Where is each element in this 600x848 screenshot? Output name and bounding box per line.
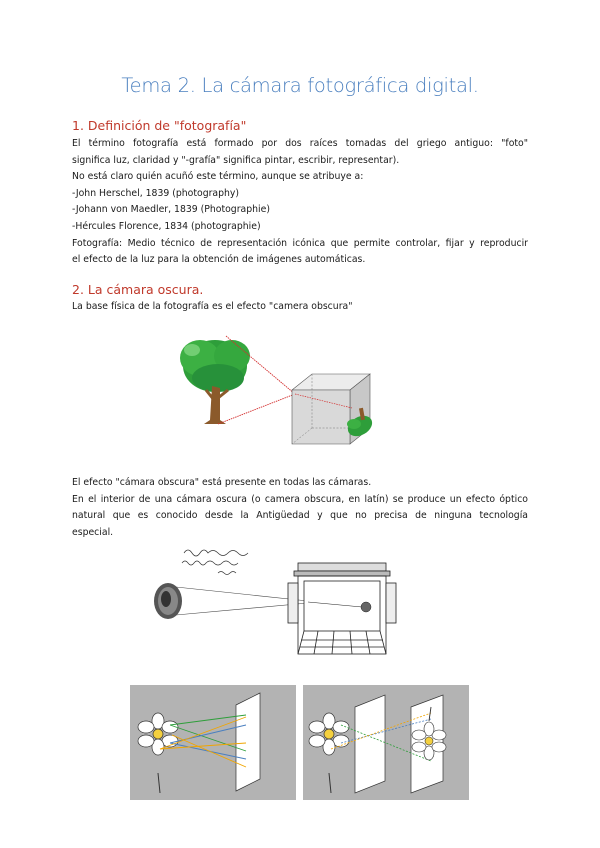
projected-image — [361, 602, 371, 612]
paragraph-line: Fotografía: Medio técnico de representación icónica que permite controlar, fijar y reproducir — [72, 237, 528, 249]
section-1-heading: 1. Definición de "fotografía" — [72, 118, 247, 133]
pinhole-panel — [355, 695, 385, 793]
paragraph-line: el efecto de la luz para la obtención de imágenes automáticas. — [72, 254, 366, 266]
section-2-intro — [72, 299, 528, 316]
page-title: Tema 2. La cámara fotográfica digital. — [121, 74, 479, 97]
eclipse-disc — [154, 583, 182, 619]
paragraph-line: -Johann von Maedler, 1839 (Photographie) — [72, 204, 270, 216]
paragraph-line: -Hércules Florence, 1834 (photographie) — [72, 220, 261, 232]
paragraph-line: La base física de la fotografía es el efecto "camera obscura" — [72, 301, 353, 312]
paragraph-line: El término fotografía está formado por dos raíces tomadas del griego antiguo: "foto" — [72, 138, 528, 149]
section-2-heading: 2. La cámara oscura. — [72, 282, 204, 297]
engraving-building — [288, 563, 396, 654]
flower-with-pinhole-diagram — [303, 685, 469, 800]
paragraph-line: significa luz, claridad y "-grafía" significa pintar, escribir, representar). — [72, 154, 400, 166]
paragraph-line: -John Herschel, 1839 (photography) — [72, 187, 240, 199]
flower-without-pinhole-diagram — [130, 685, 296, 800]
paragraph-line: especial. — [72, 526, 114, 538]
paragraph-line: En el interior de una cámara oscura (o camera obscura, en latín) se produce un efecto óptico — [72, 493, 528, 505]
historical-camera-obscura-engraving — [148, 543, 408, 661]
screen-panel — [236, 693, 260, 791]
tree-foliage — [180, 340, 250, 392]
section-1-body — [72, 136, 528, 269]
handwritten-inscription — [182, 550, 248, 575]
section-2-body — [72, 475, 528, 541]
camera-obscura-tree-illustration — [170, 328, 420, 448]
paragraph-line: No está claro quién acuñó este término, aunque se atribuye a: — [72, 171, 364, 183]
light-ray-bottom — [218, 394, 295, 424]
paragraph-line: El efecto "cámara obscura" está presente en todas las cámaras. — [72, 477, 372, 488]
paragraph-line: natural que es conocido desde la Antigüedad y que no precisa de ninguna tecnología — [72, 510, 528, 522]
